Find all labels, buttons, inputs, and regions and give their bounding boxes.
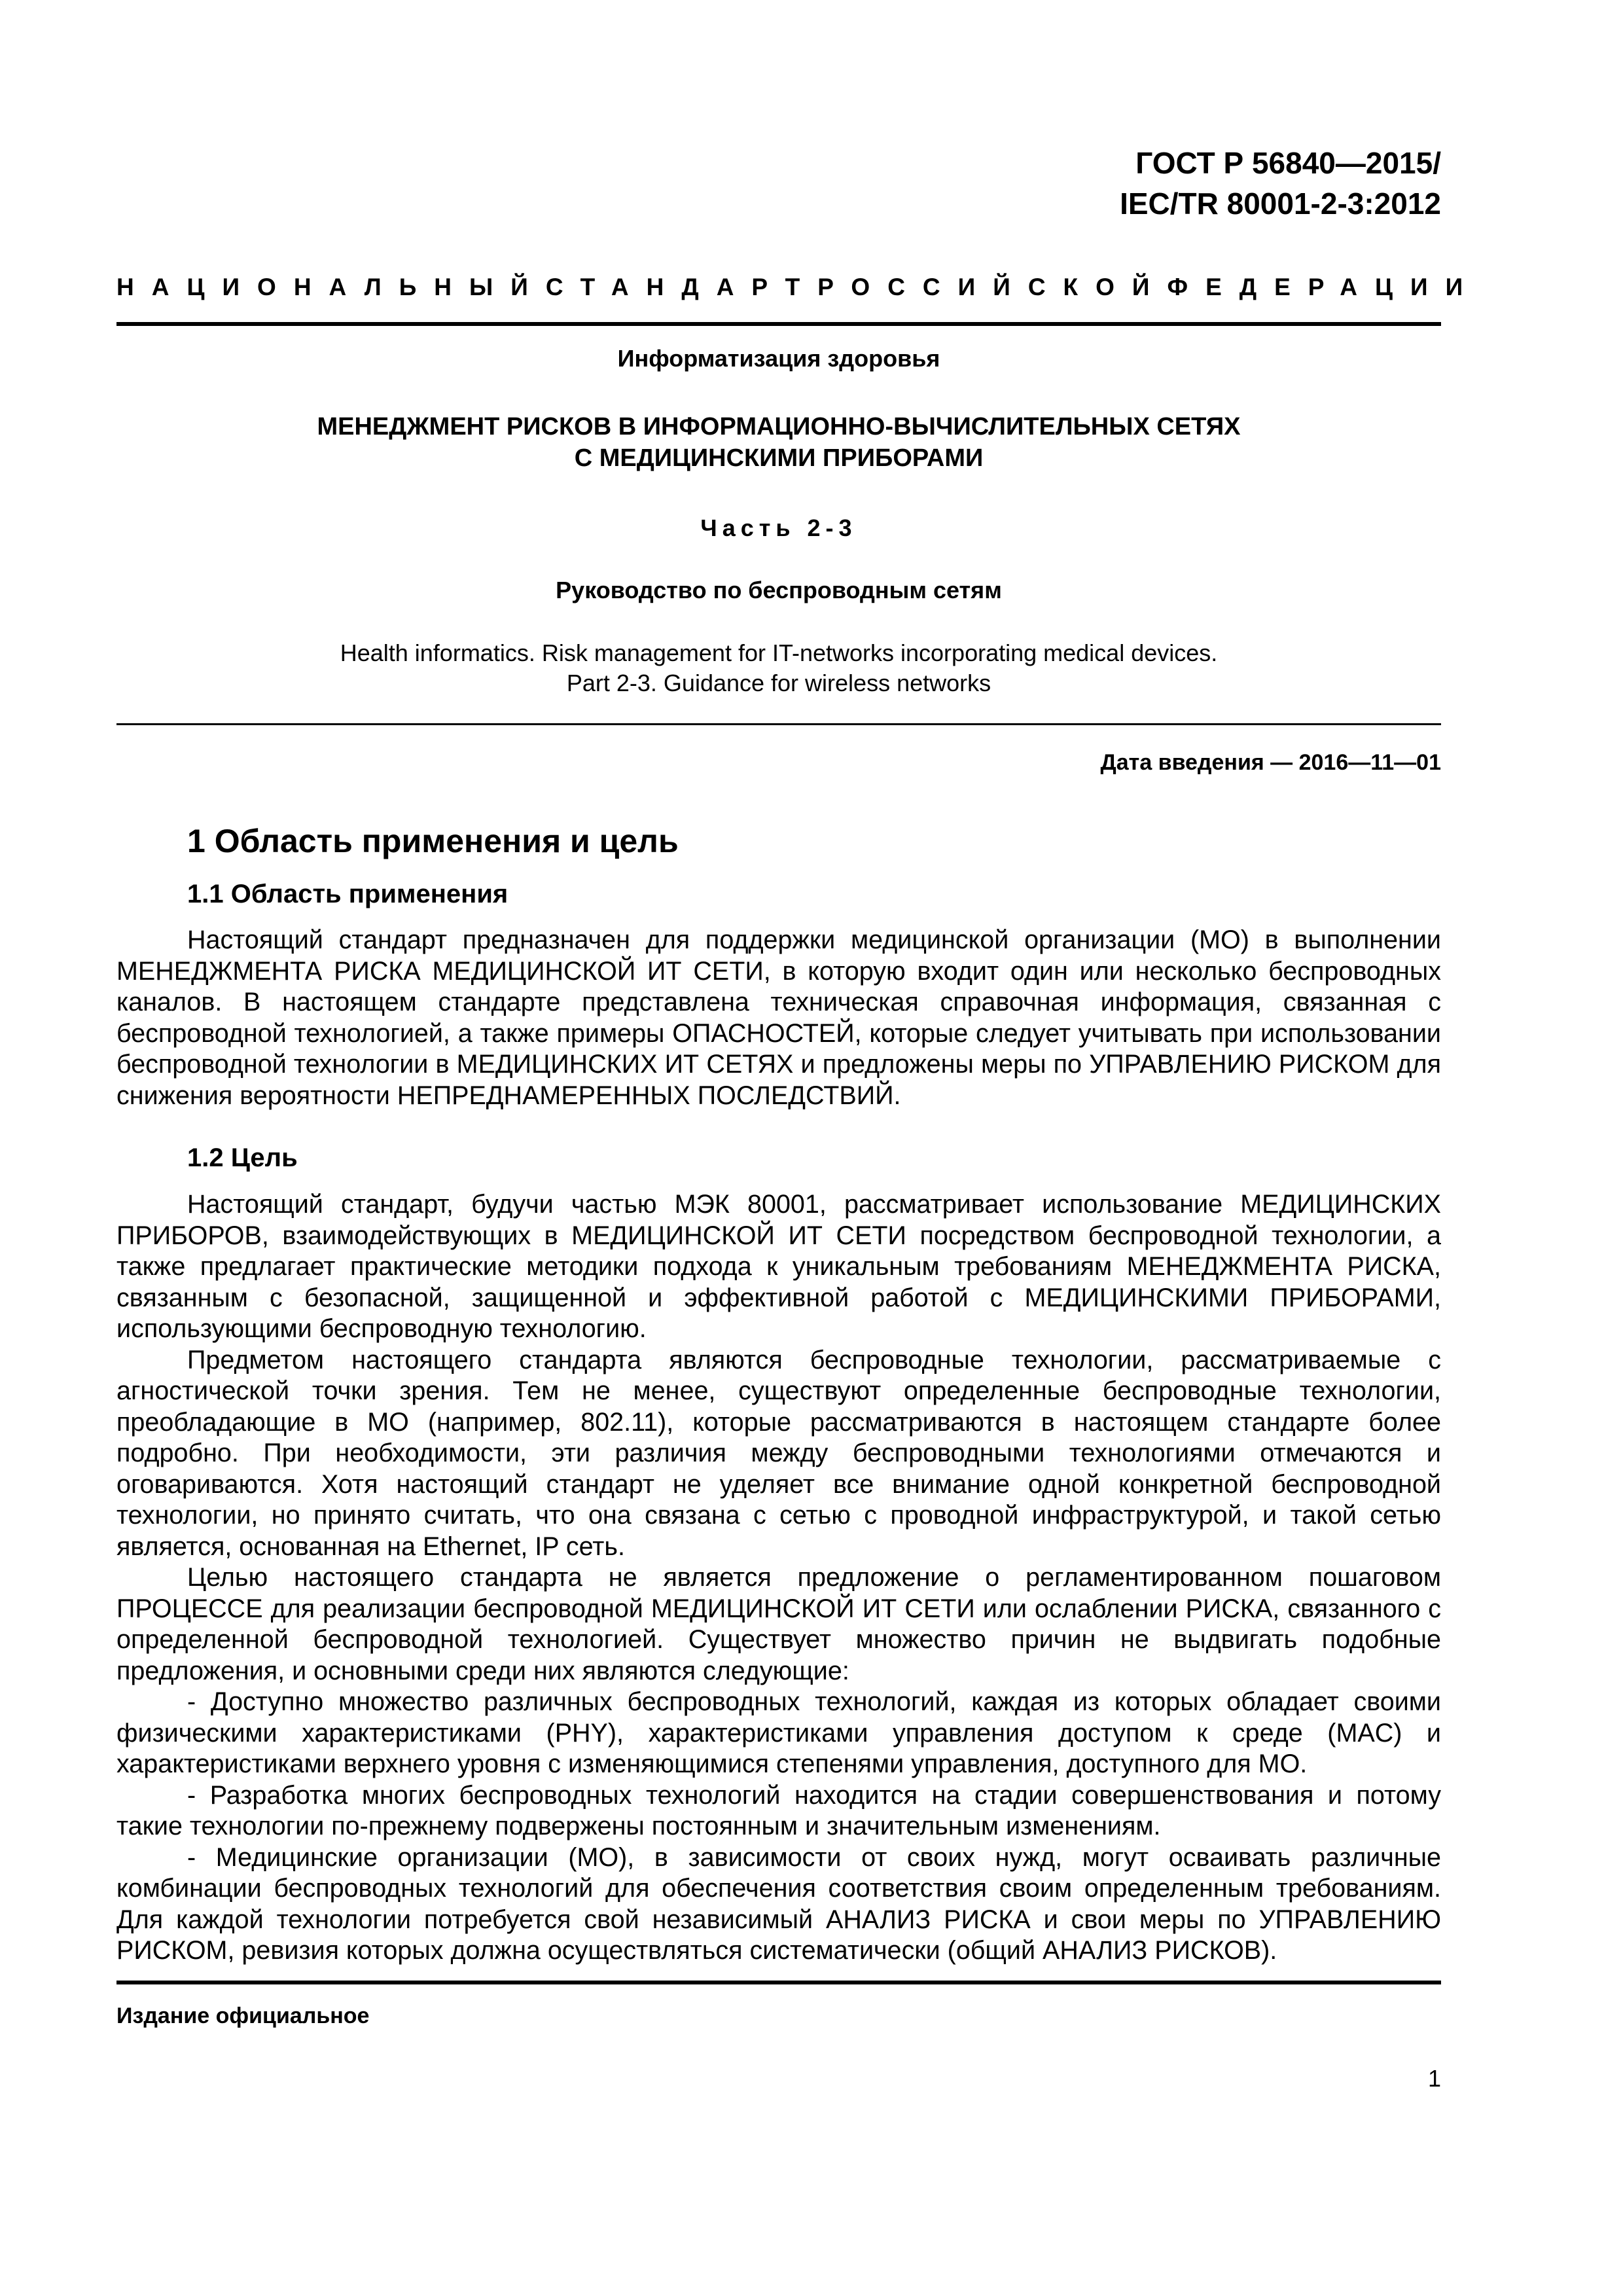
list-item: - Разработка многих беспроводных технологий находится на стадии совершенствования и потому такие технологии по-прежнему подвержены постоянным и значительным изменениям.	[116, 1780, 1441, 1840]
list-item: - Медицинские организации (МО), в зависимости от своих нужд, могут осваивать различные комбинации беспроводных технологий для обеспечения соответствия своим определенным требованиям. Для каждой технологии потребуется свой независимый АНАЛИЗ РИСКА и свои меры по УПРАВЛЕНИЮ РИСКОМ, ревизия которых должна осуществляться систематически (общий АНАЛИЗ РИСКОВ).	[116, 1842, 1441, 1965]
english-title-line-2: Part 2-3. Guidance for wireless networks	[566, 670, 991, 696]
banner-word: СТАНДАРТ	[545, 274, 818, 300]
english-title-line-1: Health informatics. Risk management for IT-networks incorporating medical devices.	[340, 639, 1218, 666]
designation-line-2: IEC/TR 80001-2-3:2012	[1120, 187, 1441, 221]
banner-word: РОССИЙСКОЙ	[817, 274, 1168, 300]
main-title-line-2: С МЕДИЦИНСКИМИ ПРИБОРАМИ	[574, 444, 984, 472]
list-item: - Доступно множество различных беспроводных технологий, каждая из которых обладает своими физическими характеристиками (PHY), характеристиками управления доступом к среде (MAC) и характеристиками верхнего уровня с изменяющимися степенями управления, доступного для МО.	[116, 1687, 1441, 1778]
part-number: Часть 2-3	[700, 514, 857, 541]
banner-word: НАЦИОНАЛЬНЫЙ	[116, 274, 546, 300]
section-heading: 1 Область применения и цель	[187, 823, 679, 859]
main-title	[116, 411, 1441, 474]
paragraph: Целью настоящего стандарта не является предложение о регламентированном пошаговом ПРОЦЕССЕ для реализации беспроводной МЕДИЦИНСКОЙ ИТ СЕТИ или ослаблении РИСКА, связанного с определенной беспроводной технологией. Существует множество причин не выдвигать подобные предложения, и основными среди них являются следующие:	[116, 1563, 1441, 1685]
section-1-2-body	[116, 1189, 1441, 1967]
introduction-date: Дата введения — 2016—11—01	[1100, 750, 1441, 775]
national-standard-banner	[116, 274, 1481, 301]
banner-word: ФЕДЕРАЦИИ	[1167, 274, 1481, 300]
edition-note: Издание официальное	[116, 2003, 370, 2028]
designation-line-1: ГОСТ Р 56840—2015/	[1135, 146, 1441, 180]
subtitle: Руководство по беспроводным сетям	[556, 577, 1002, 603]
paragraph: Настоящий стандарт предназначен для поддержки медицинской организации (МО) в выполнении МЕНЕДЖМЕНТА РИСКА МЕДИЦИНСКОЙ ИТ СЕТИ, в которую входит один или несколько беспроводных каналов. В настоящем стандарте представлена техническая справочная информация, связанная с беспроводной технологией, а также примеры ОПАСНОСТЕЙ, которые следует учитывать при использовании беспроводной технологии в МЕДИЦИНСКИХ ИТ СЕТЯХ и предложены меры по УПРАВЛЕНИЮ РИСКОМ для снижения вероятности НЕПРЕДНАМЕРЕННЫХ ПОСЛЕДСТВИЙ.	[116, 925, 1441, 1110]
main-title-line-1: МЕНЕДЖМЕНТ РИСКОВ В ИНФОРМАЦИОННО-ВЫЧИСЛИТЕЛЬНЫХ СЕТЯХ	[317, 413, 1241, 440]
title-divider	[116, 723, 1441, 725]
english-title	[116, 638, 1441, 698]
banner-divider	[116, 322, 1441, 326]
section-1-1-body	[116, 925, 1441, 1111]
field-title: Информатизация здоровья	[617, 345, 940, 372]
page-number: 1	[1427, 2065, 1441, 2092]
footer-divider	[116, 1981, 1441, 1984]
subsection-heading-1-2: 1.2 Цель	[187, 1143, 298, 1172]
subsection-heading-1-1: 1.1 Область применения	[187, 880, 508, 908]
paragraph: Предметом настоящего стандарта являются беспроводные технологии, рассматриваемые с агностической точки зрения. Тем не менее, существуют определенные беспроводные технологии, преобладающие в МО (например, 802.11), которые рассматриваются в настоящем стандарте более подробно. При необходимости, эти различия между беспроводными технологиями отмечаются и оговариваются. Хотя настоящий стандарт не уделяет все внимание одной конкретной беспроводной технологии, но принято считать, что она связана с сетью с проводной инфраструктурой, и такой сетью является, основанная на Ethernet, IP сеть.	[116, 1345, 1441, 1561]
paragraph: Настоящий стандарт, будучи частью МЭК 80001, рассматривает использование МЕДИЦИНСКИХ ПРИБОРОВ, взаимодействующих в МЕДИЦИНСКОЙ ИТ СЕТИ посредством беспроводной технологии, а также предлагает практические методики подхода к уникальным требованиям МЕНЕДЖМЕНТА РИСКА, связанным с безопасной, защищенной и эффективной работой с МЕДИЦИНСКИМИ ПРИБОРАМИ, использующими беспроводную технологию.	[116, 1190, 1441, 1343]
standard-designation	[1120, 143, 1441, 224]
